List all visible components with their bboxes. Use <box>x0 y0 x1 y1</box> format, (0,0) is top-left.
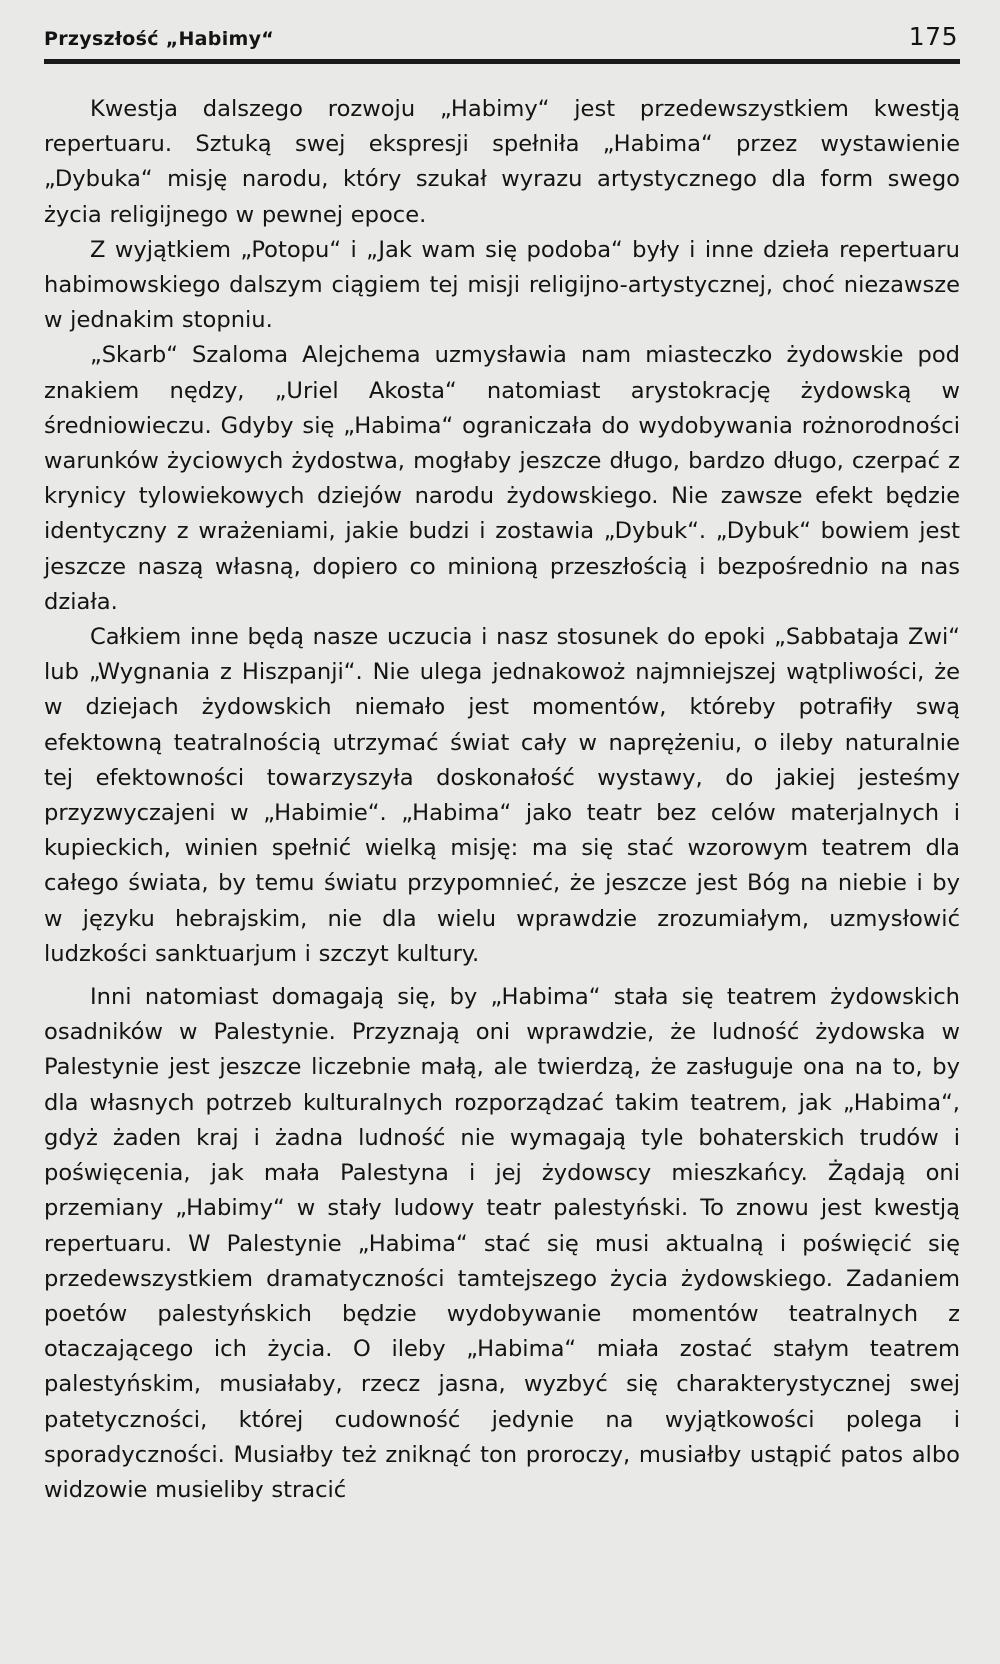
running-header <box>44 22 960 56</box>
header-rule <box>44 59 960 64</box>
paragraph: Inni natomiast domagają się, by „Habima“ stała się teatrem żydowskich osadników w Palestynie. Przyznają oni wprawdzie, że ludność żydowska w Palestynie jest jeszcze liczebnie małą, ale twierdzą, że zasługuje ona na to, by dla własnych potrzeb kulturalnych rozporządzać takim teatrem, jak „Habima“, gdyż żaden kraj i żadna ludność nie wymagają tyle bohaterskich trudów i poświęcenia, jak mała Palestyna i jej żydowscy mieszkańcy. Żądają oni przemiany „Habimy“ w stały ludowy teatr palestyński. To znowu jest kwestją repertuaru. W Palestynie „Habima“ stać się musi aktualną i poświęcić się przedewszystkiem dramatyczności tamtejszego życia żydowskiego. Zadaniem poetów palestyńskich będzie wydobywanie momentów teatralnych z otaczającego ich życia. O ileby „Habima“ miała zostać stałym teatrem palestyńskim, musiałaby, rzecz jasna, wyzbyć się charakterystycznej swej patetyczności, której cudowność jedynie na wyjątkowości polega i sporadyczności. Musiałby też zniknąć ton proroczy, musiałby ustąpić patos albo widzowie musieliby stracić <box>44 984 960 1503</box>
paragraph: Całkiem inne będą nasze uczucia i nasz stosunek do epoki „Sabbataja Zwi“ lub „Wygnania z Hiszpanji“. Nie ulega jednakowoż najmniejszej wątpliwości, że w dziejach żydowskich niemało jest momentów, któreby potrafiły swą efektowną teatralnością utrzymać świat cały w naprężeniu, o ileby naturalnie tej efektowności towarzyszyła doskonałość wystawy, do jakiej jesteśmy przyzwyczajeni w „Habimie“. „Habima“ jako teatr bez celów materjalnych i kupieckich, winien spełnić wielką misję: ma się stać wzorowym teatrem dla całego świata, by temu światu przypomnieć, że jeszcze jest Bóg na niebie i by w języku hebrajskim, nie dla wielu wprawdzie zrozumiałym, uzmysłowić ludzkości sanktuarjum i szczyt kultury. <box>44 624 960 967</box>
paragraph: Kwestja dalszego rozwoju „Habimy“ jest przedewszystkiem kwestją repertuaru. Sztuką swej ekspresji spełniła „Habima“ przez wystawienie „Dybuka“ misję narodu, który szukał wyrazu artystycznego dla form swego życia religijnego w pewnej epoce. <box>44 96 960 228</box>
paragraph: Z wyjątkiem „Potopu“ i „Jak wam się podoba“ były i inne dzieła repertuaru habimowskiego dalszym ciągiem tej misji religijno-artystycznej, choć niezawsze w jednakim stopniu. <box>44 236 960 334</box>
running-title: Przyszłość „Habimy“ <box>44 28 275 50</box>
body-text <box>44 92 960 1508</box>
paragraph: „Skarb“ Szaloma Alejchema uzmysławia nam miasteczko żydowskie pod znakiem nędzy, „Uriel Akosta“ natomiast arystokrację żydowską w średniowieczu. Gdyby się „Habima“ ograniczała do wydobywania rożnorodności warunków życiowych żydostwa, mogłaby jeszcze długo, bardzo długo, czerpać z krynicy tylowiekowych dziejów narodu żydowskiego. Nie zawsze efekt będzie identyczny z wrażeniami, jakie budzi i zostawia „Dybuk“. „Dybuk“ bowiem jest jeszcze naszą własną, dopiero co minioną przeszłością i bezpośrednio na nas działa. <box>44 342 960 615</box>
page-number: 175 <box>908 22 958 51</box>
